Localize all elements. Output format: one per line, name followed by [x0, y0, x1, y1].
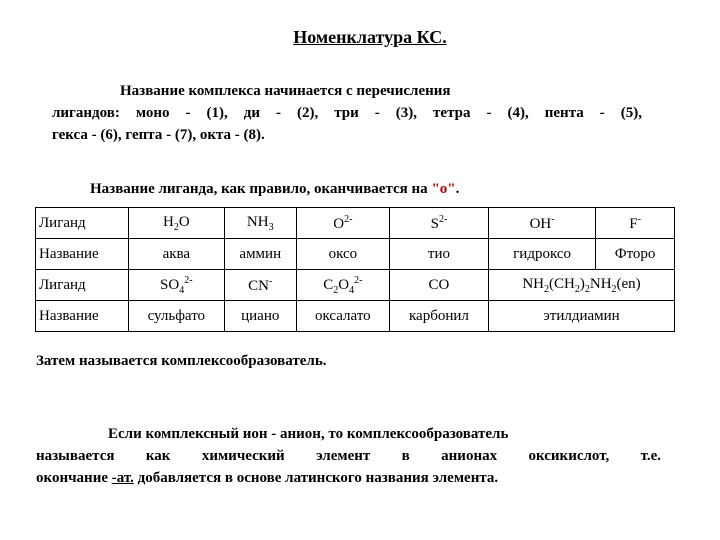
ligand-oh: OH-	[489, 208, 596, 239]
name-cell: сульфато	[129, 301, 225, 332]
name-cell: циано	[224, 301, 296, 332]
ending-text: Название лиганда, как правило, оканчивается на	[90, 181, 432, 197]
ligand-en: $NH_2(CH_2)_2NH_2(en)$	[489, 270, 675, 301]
ligand-c2o4: $C_2O_4^{2-}$	[296, 270, 389, 301]
prefix-line-3: гекса - (6), гепта - (7), окта - (8).	[52, 127, 265, 143]
prefix-line-2: лигандов: моно - (1), ди - (2), три - (3), тетра - (4), пента - (5),	[52, 105, 642, 121]
name-cell: тио	[389, 239, 488, 270]
anion-paragraph	[36, 423, 661, 489]
ligand-nh3: $NH_3$	[224, 208, 296, 239]
ligand-table	[35, 207, 675, 332]
ligand-co: CO	[389, 270, 488, 301]
name-cell: аммин	[224, 239, 296, 270]
ending-quote: "о"	[431, 181, 456, 197]
ligand-h2o: $H_2O$	[129, 208, 225, 239]
table-row	[36, 239, 675, 270]
name-cell: карбонил	[389, 301, 488, 332]
prefix-line-1: Название комплекса начинается с перечисления	[120, 83, 451, 99]
page-title: Номенклатура КС.	[293, 27, 447, 47]
name-cell: этилдиамин	[489, 301, 675, 332]
table-row	[36, 270, 675, 301]
name-cell: гидроксо	[489, 239, 596, 270]
anion-line-2: называется как химический элемент в анионах оксикислот, т.е.	[36, 448, 661, 464]
table-row	[36, 208, 675, 239]
name-cell: Фторо	[596, 239, 675, 270]
ligand-so4: $SO_4^{2-}$	[129, 270, 225, 301]
name-cell: оксо	[296, 239, 389, 270]
anion-line-1: Если комплексный ион - анион, то комплексообразователь	[108, 426, 509, 442]
ligand-f: F-	[596, 208, 675, 239]
name-cell: оксалато	[296, 301, 389, 332]
ligand-s2: $S^{2-}$	[389, 208, 488, 239]
ligand-cn: CN-	[224, 270, 296, 301]
table-row	[36, 301, 675, 332]
central-atom-paragraph: Затем называется комплексообразователь.	[36, 353, 327, 369]
ligand-o2: $O^{2-}$	[296, 208, 389, 239]
prefix-paragraph	[52, 80, 642, 146]
ending-period: .	[455, 181, 460, 197]
row-label: Лиганд	[36, 208, 129, 239]
ending-suffix: -ат.	[111, 470, 134, 486]
row-label: Лиганд	[36, 270, 129, 301]
name-cell: аква	[129, 239, 225, 270]
row-label: Название	[36, 239, 129, 270]
anion-line-3: окончание -ат. добавляется в основе латинского названия элемента.	[36, 470, 499, 486]
ending-paragraph	[90, 178, 650, 200]
row-label: Название	[36, 301, 129, 332]
